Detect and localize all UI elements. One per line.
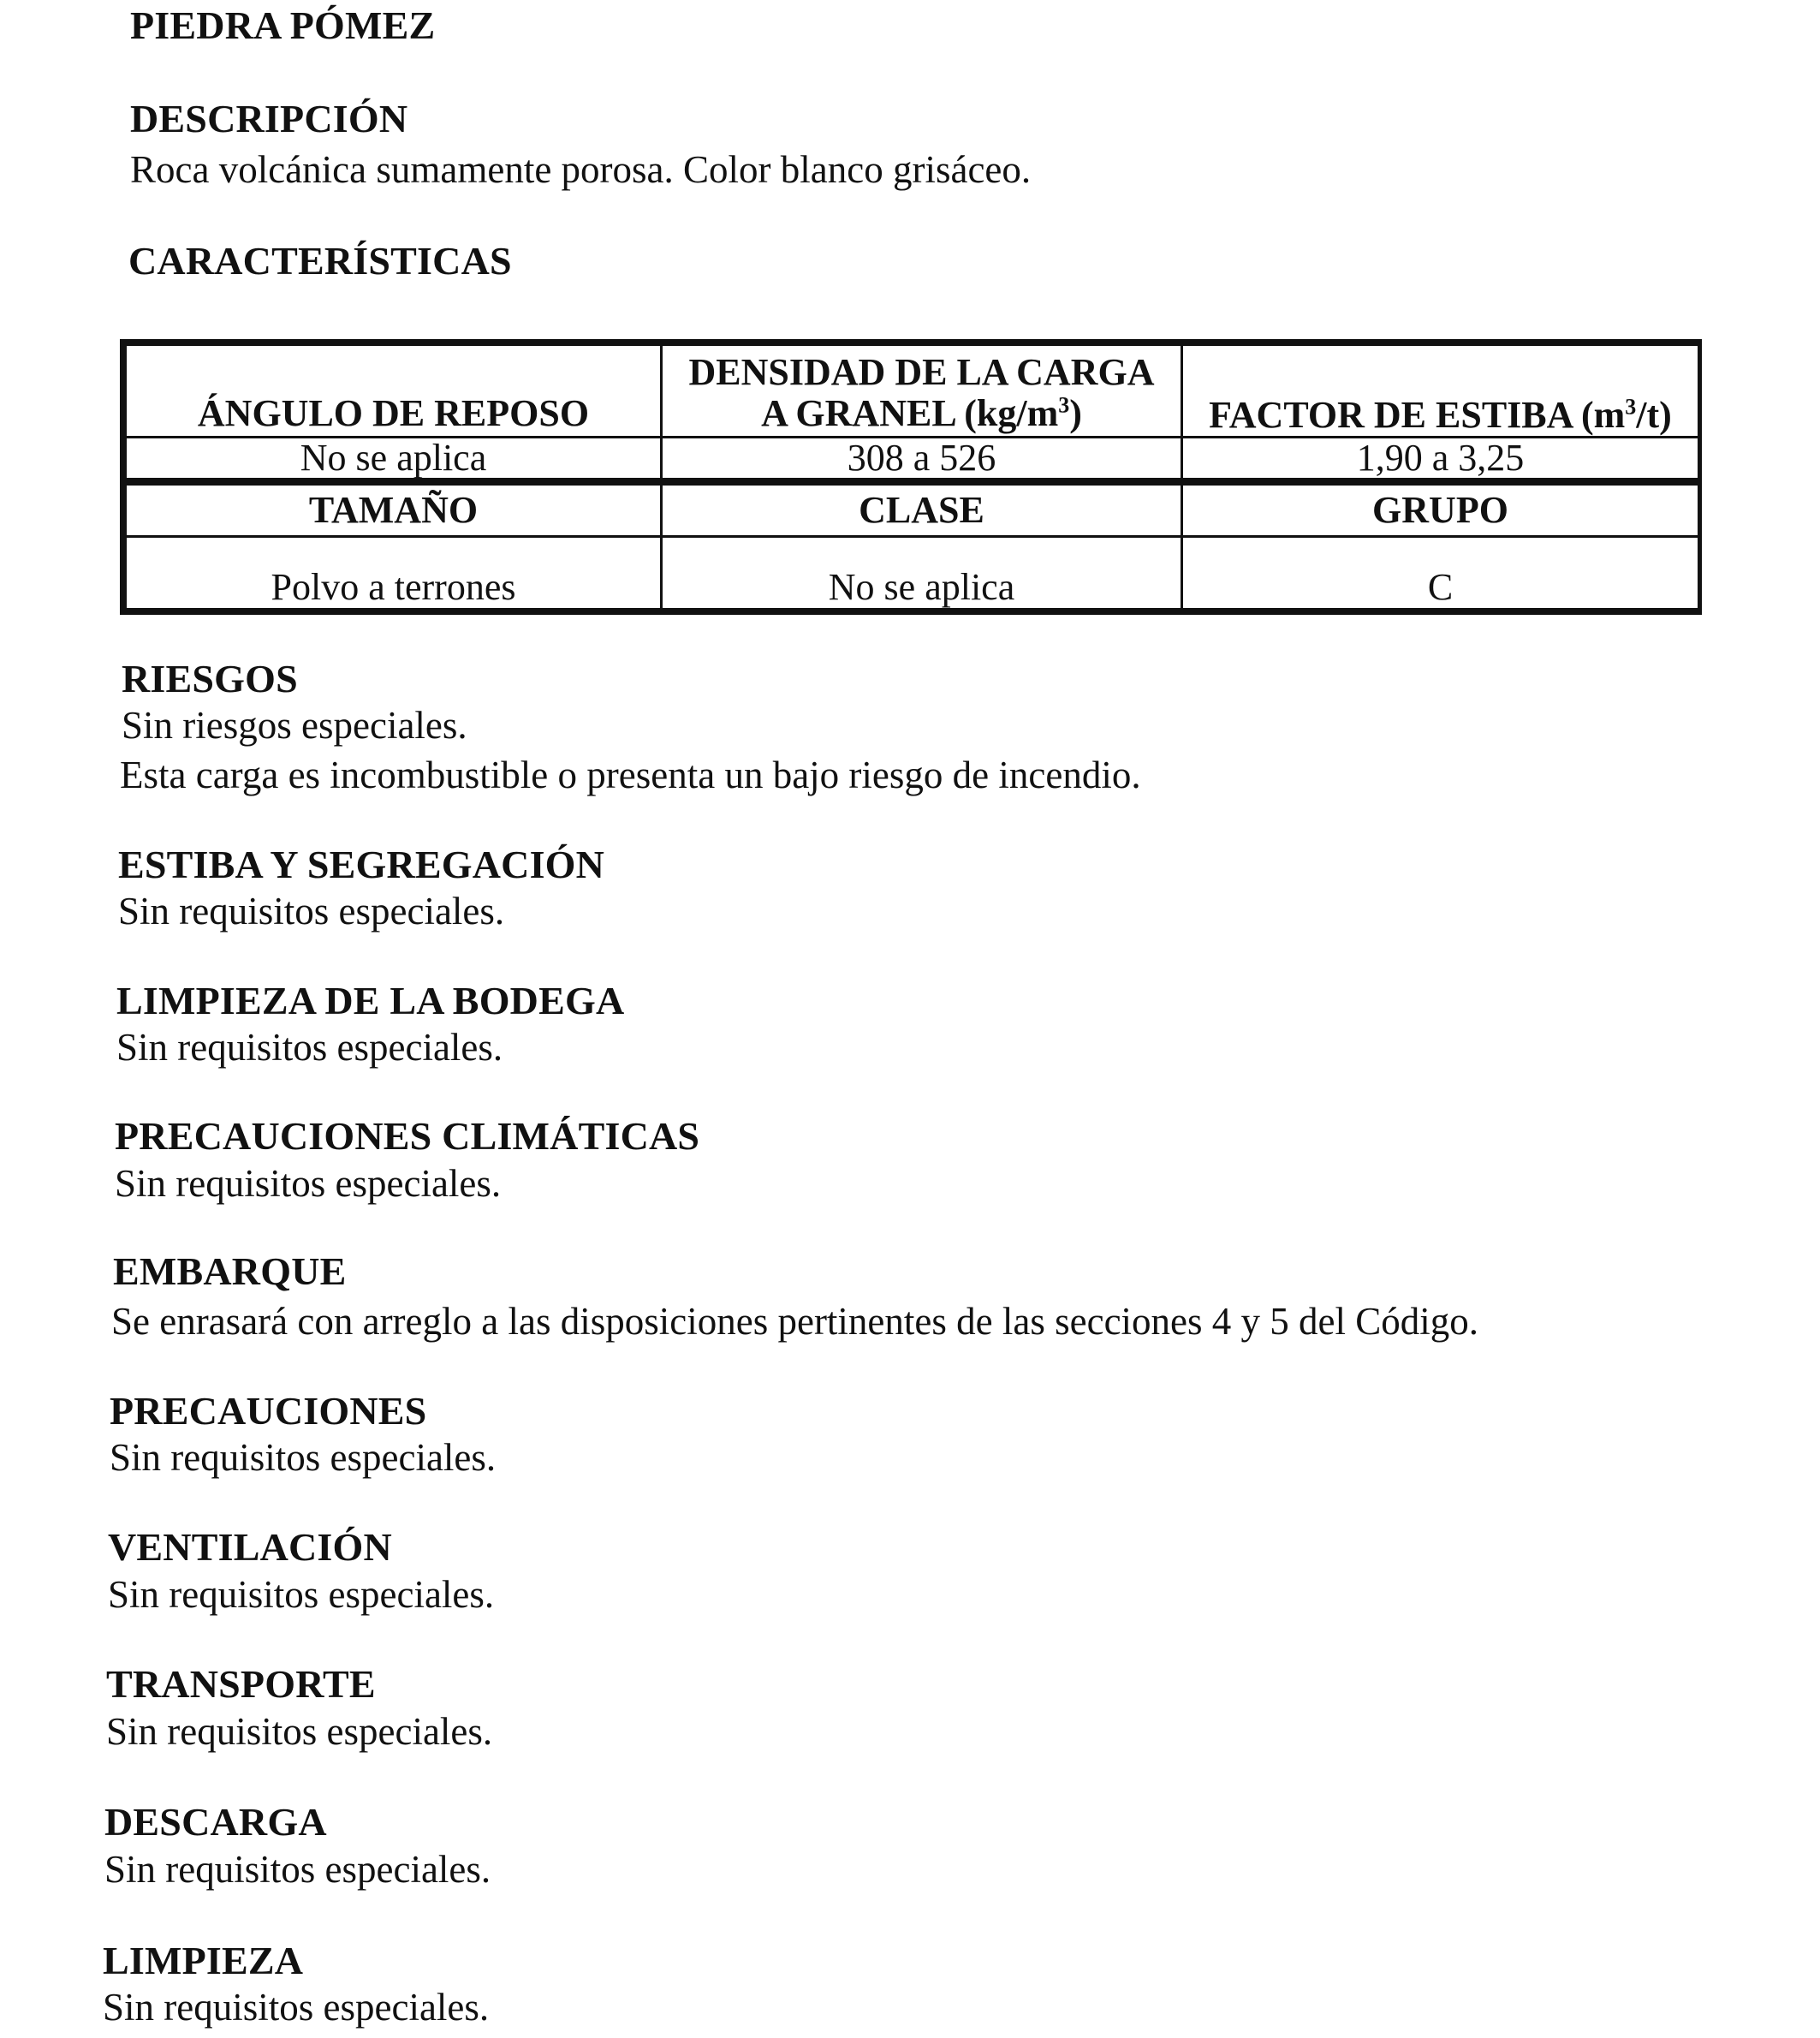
- loading-heading: EMBARQUE: [113, 1249, 347, 1293]
- weather-precautions-heading: PRECAUCIONES CLIMÁTICAS: [115, 1114, 700, 1158]
- size-value: Polvo a terrones: [126, 536, 662, 609]
- document-title: PIEDRA PÓMEZ: [130, 3, 436, 47]
- precautions-heading: PRECAUCIONES: [110, 1389, 427, 1433]
- class-header: CLASE: [662, 481, 1182, 536]
- bulk-density-label-text: A GRANEL (kg/m: [761, 391, 1059, 434]
- description-heading: DESCRIPCIÓN: [130, 97, 408, 140]
- table-row: [126, 437, 1699, 481]
- bulk-density-label-end: ): [1069, 391, 1082, 434]
- bulk-density-label-line1: DENSIDAD DE LA CARGA: [688, 350, 1155, 393]
- size-header: TAMAÑO: [126, 481, 662, 536]
- clean-up-heading: LIMPIEZA: [103, 1939, 304, 1982]
- angle-of-repose-label: ÁNGULO DE REPOSO: [197, 391, 590, 434]
- stowage-segregation-heading: ESTIBA Y SEGREGACIÓN: [118, 843, 605, 886]
- hold-cleanliness-text: Sin requisitos especiales.: [116, 1026, 503, 1069]
- table-header-row: [126, 345, 1699, 438]
- bulk-density-unit-exponent: 3: [1058, 392, 1070, 418]
- bulk-density-label-line2: [668, 393, 1175, 434]
- weather-precautions-text: Sin requisitos especiales.: [115, 1162, 502, 1205]
- stowage-factor-header: [1182, 345, 1699, 438]
- hazards-heading: RIESGOS: [122, 657, 298, 700]
- discharge-text: Sin requisitos especiales.: [104, 1848, 491, 1891]
- stowage-factor-value: 1,90 a 3,25: [1182, 437, 1699, 481]
- hazards-text-line2: Esta carga es incombustible o presenta un bajo riesgo de incendio.: [120, 754, 1141, 796]
- discharge-heading: DESCARGA: [104, 1800, 327, 1844]
- characteristics-heading: CARACTERÍSTICAS: [128, 239, 512, 283]
- hazards-text-line1: Sin riesgos especiales.: [122, 704, 467, 747]
- group-value: C: [1182, 536, 1699, 609]
- precautions-text: Sin requisitos especiales.: [110, 1436, 497, 1479]
- stowage-segregation-text: Sin requisitos especiales.: [118, 890, 505, 933]
- table-row: [126, 536, 1699, 609]
- bulk-density-value: 308 a 526: [662, 437, 1182, 481]
- table-header-row: [126, 481, 1699, 536]
- carriage-text: Sin requisitos especiales.: [106, 1710, 493, 1753]
- class-value: No se aplica: [662, 536, 1182, 609]
- stowage-factor-unit-exponent: 3: [1625, 394, 1637, 420]
- bulk-density-header: [662, 345, 1182, 438]
- stowage-factor-label-end: /t): [1636, 393, 1672, 436]
- carriage-heading: TRANSPORTE: [106, 1662, 376, 1706]
- characteristics-table: [120, 339, 1702, 615]
- angle-of-repose-header: [126, 345, 662, 438]
- clean-up-text: Sin requisitos especiales.: [103, 1986, 490, 2029]
- ventilation-text: Sin requisitos especiales.: [108, 1573, 495, 1616]
- angle-of-repose-value: No se aplica: [126, 437, 662, 481]
- loading-text: Se enrasará con arreglo a las disposiciones pertinentes de las secciones 4 y 5 del Código.: [111, 1300, 1479, 1343]
- description-text: Roca volcánica sumamente porosa. Color blanco grisáceo.: [130, 148, 1032, 191]
- hold-cleanliness-heading: LIMPIEZA DE LA BODEGA: [116, 979, 625, 1022]
- ventilation-heading: VENTILACIÓN: [108, 1525, 392, 1569]
- stowage-factor-label-text: FACTOR DE ESTIBA (m: [1209, 393, 1626, 436]
- group-header: GRUPO: [1182, 481, 1699, 536]
